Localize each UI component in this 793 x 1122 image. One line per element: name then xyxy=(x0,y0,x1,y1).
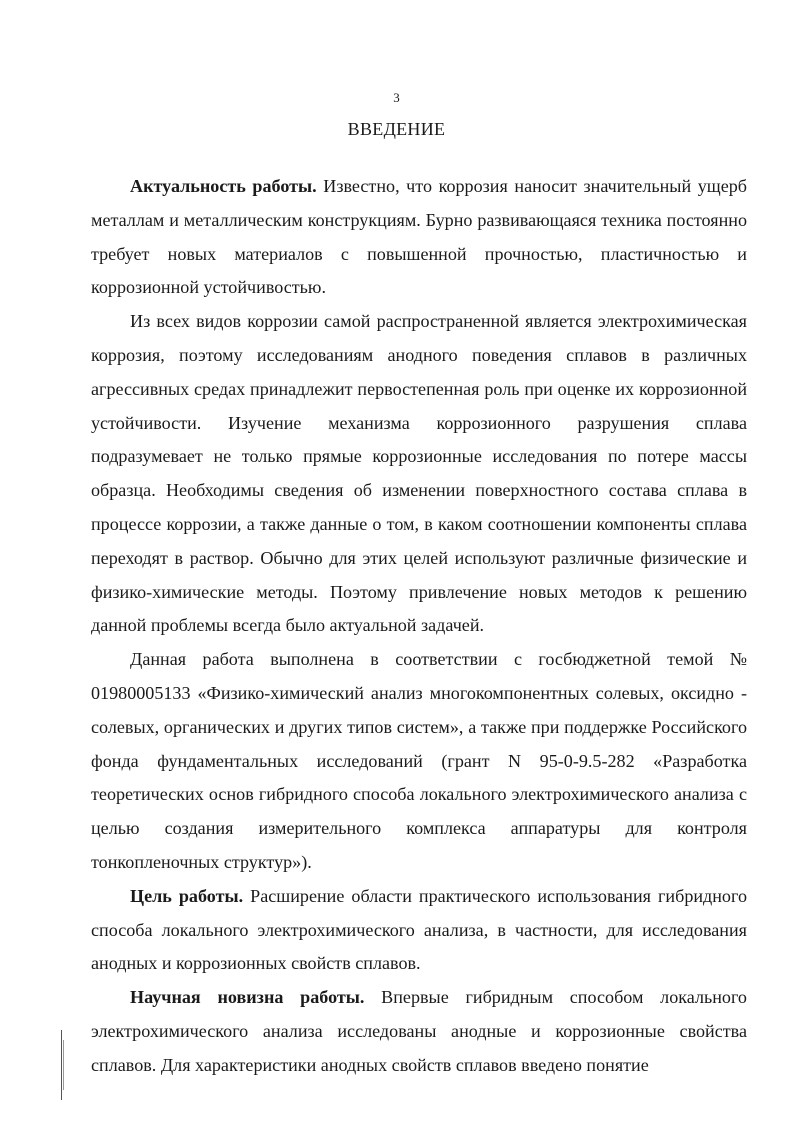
paragraph-relevance xyxy=(91,170,747,305)
page-number: 3 xyxy=(393,90,400,105)
paragraph-lead: Актуальность работы. xyxy=(130,176,317,196)
paragraph-lead: Научная новизна работы. xyxy=(130,987,365,1008)
paragraph-text: Из всех видов коррозии самой распространенной является электрохимическая коррозия, поэтому исследованиям анодного поведения сплавов в различных агрессивных средах принадлежит первостепенная роль при оценке их коррозионной устойчивости. Изучение механизма коррозионного разрушения сплава подразумевает не только прямые коррозионные исследования по потере массы образца. Необходимы сведения об изменении поверхностного состава сплава в процессе коррозии, а также данные о том, в каком соотношении компоненты сплава переходят в раствор. Обычно для этих целей используют различные физические и физико-химические методы. Поэтому привлечение новых методов к решению данной проблемы всегда было актуальной задачей. xyxy=(91,311,747,636)
paragraph-goal xyxy=(91,880,747,981)
paragraph-text: Расширение области практического использования гибридного способа локального электрохимического анализа, в частности, для исследования анодных и коррозионных свойств сплавов. xyxy=(91,885,747,974)
page-title: ВВЕДЕНИЕ xyxy=(347,119,446,139)
margin-line xyxy=(63,1040,64,1090)
paragraph-text: Данная работа выполнена в соответствии с госбюджетной темой № 01980005133 «Физико-химический анализ многокомпонентных солевых, оксидно - солевых, органических и других типов систем», а также при поддержке Российского фонда фундаментальных исследований (грант N 95-0-9.5-282 «Разработка теоретических основ гибридного способа локального электрохимического анализа с целью создания измерительного комплекса аппаратуры для контроля тонкопленочных структур»). xyxy=(91,649,747,872)
paragraph-novelty xyxy=(91,981,747,1082)
document-body xyxy=(91,170,747,1083)
paragraph-corrosion xyxy=(91,305,747,643)
margin-line xyxy=(61,1030,62,1100)
paragraph-lead: Цель работы. xyxy=(130,885,244,906)
paragraph-grant xyxy=(91,643,747,880)
paragraph-text: Впервые гибридным способом локального электрохимического анализа исследованы анодные и коррозионные свойства сплавов. Для характеристики анодных свойств сплавов введено понятие xyxy=(91,987,747,1075)
paragraph-text: Известно, что коррозия наносит значительный ущерб металлам и металлическим конструкциям. Бурно развивающаяся техника постоянно требует новых материалов с повышенной прочностью, пластичностью и коррозионной устойчивостью. xyxy=(91,176,747,298)
